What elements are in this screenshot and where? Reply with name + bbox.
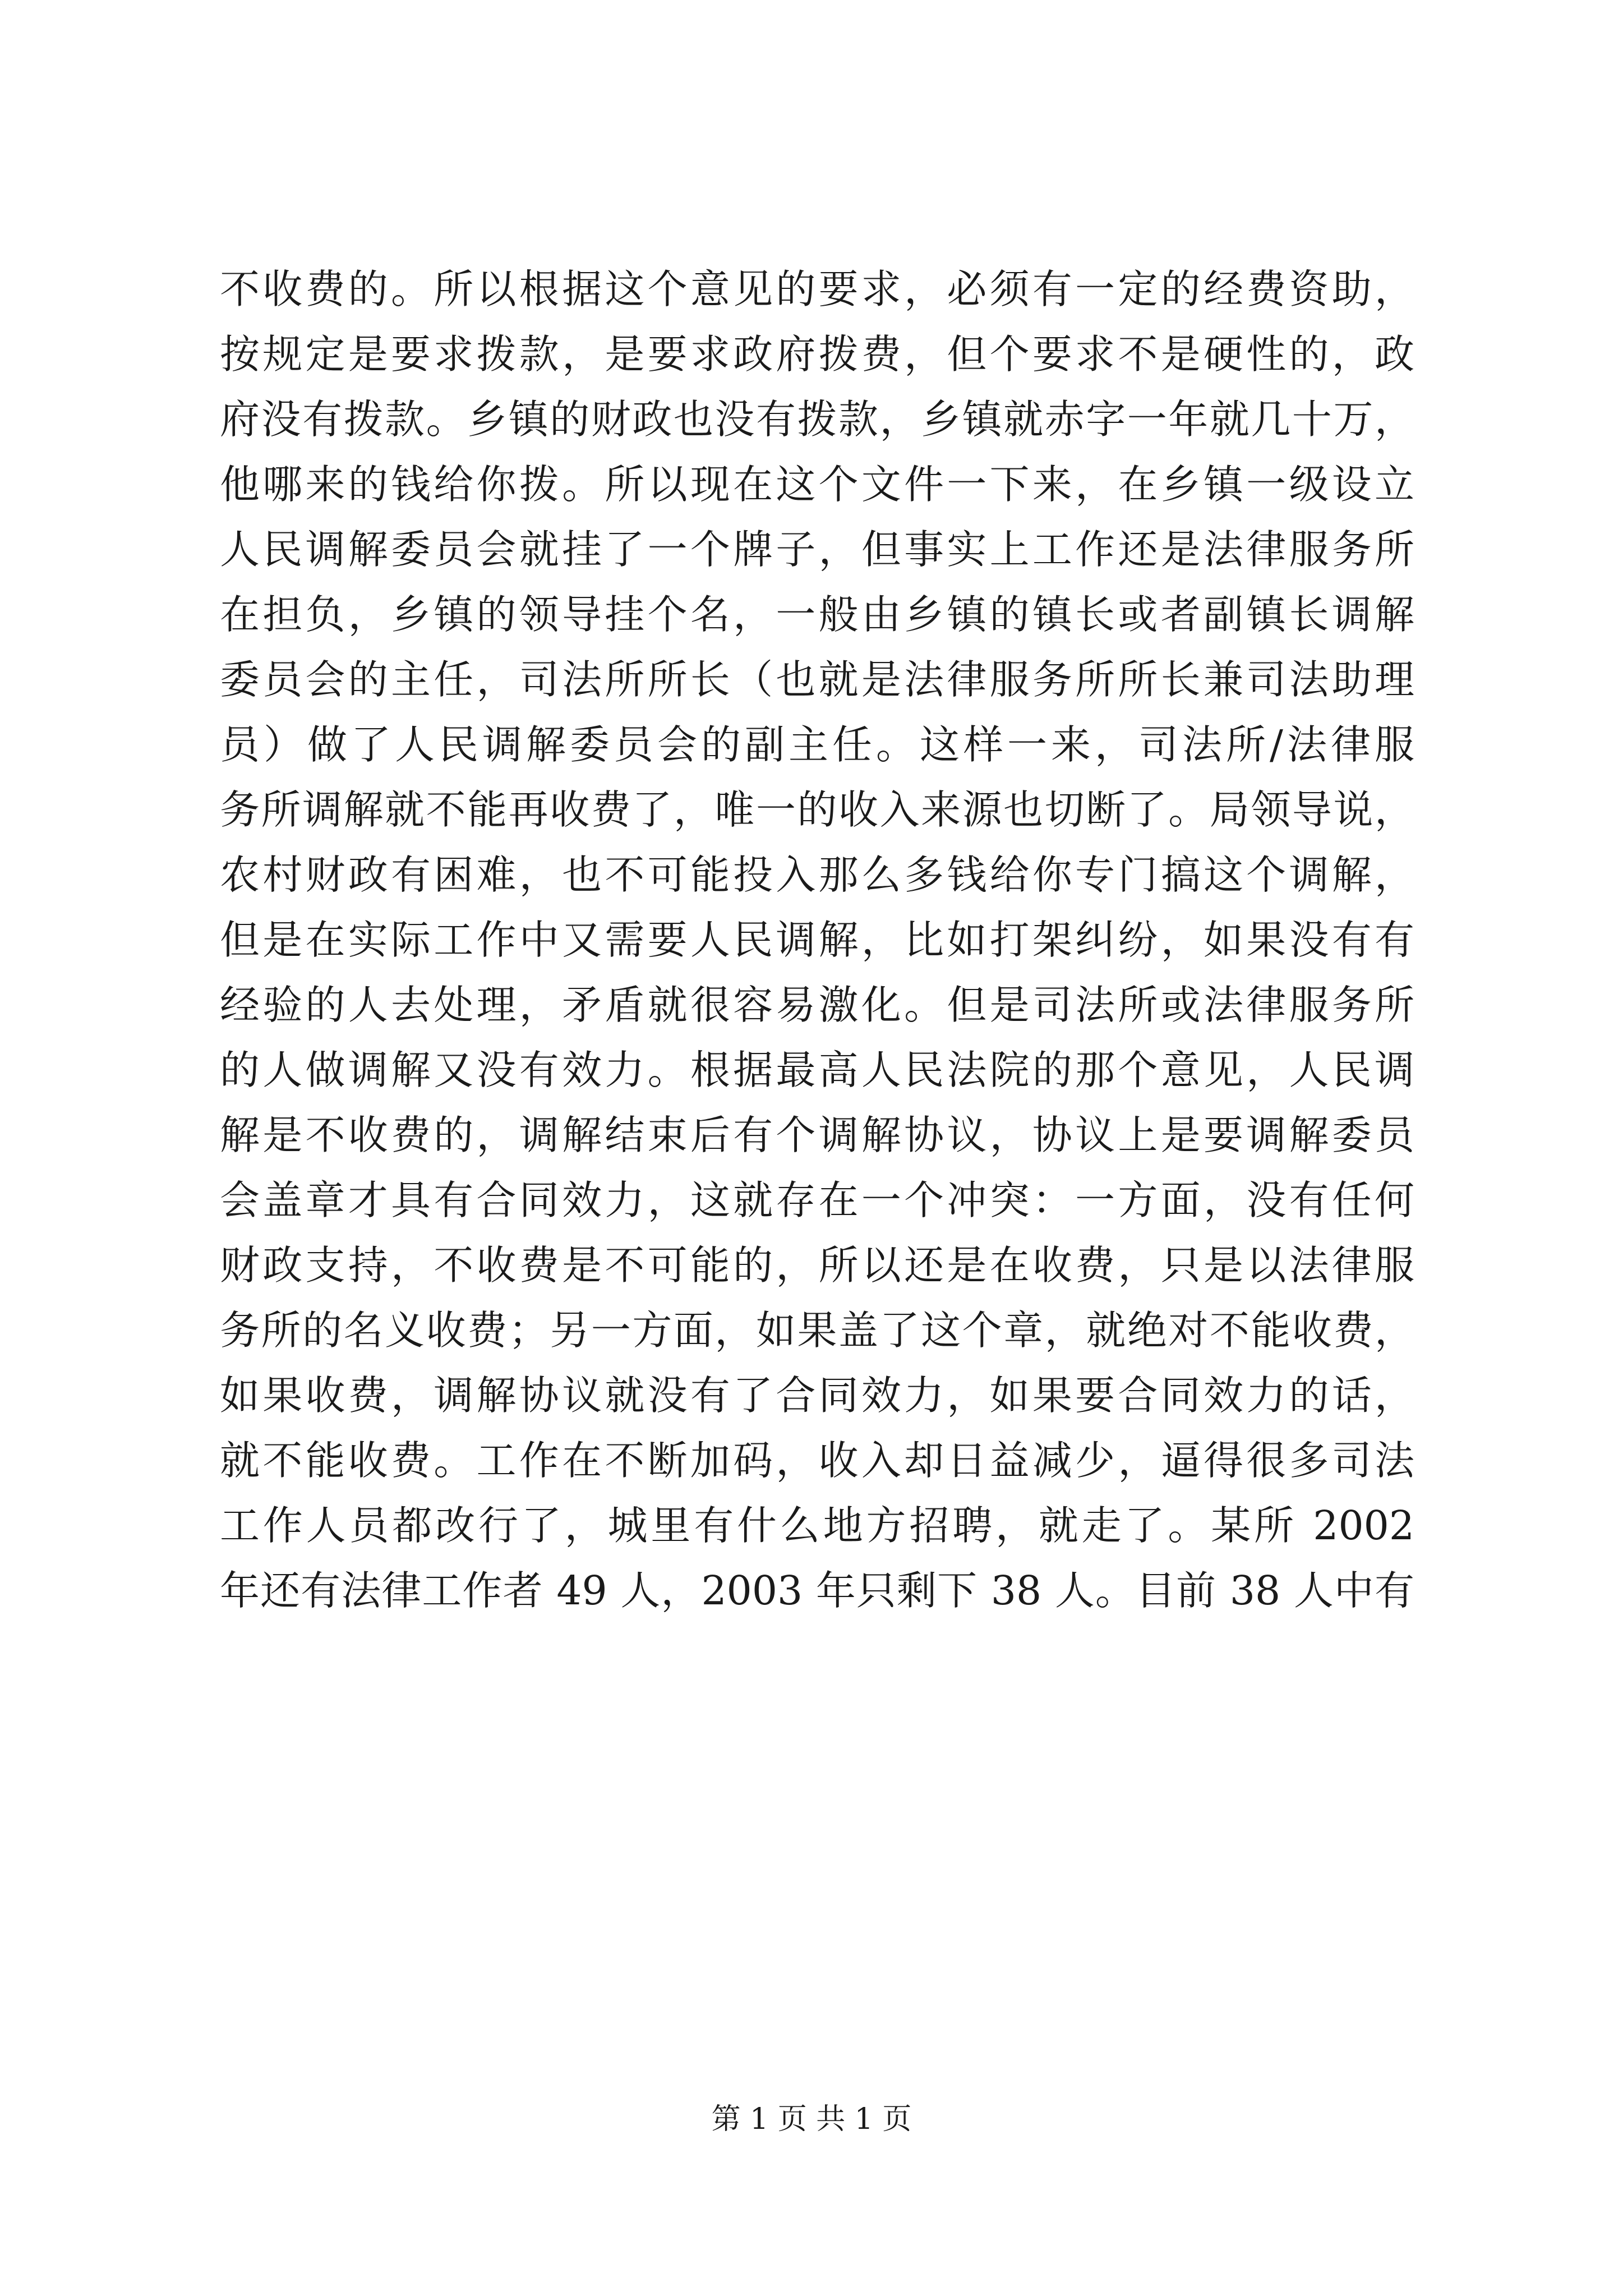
text-line: 工作人员都改行了，城里有什么地方招聘，就走了。某所 2002 (220, 1502, 1414, 1549)
text-line: 他哪来的钱给你拨。所以现在这个文件一下来，在乡镇一级设立 (220, 461, 1414, 508)
text-line: 按规定是要求拨款，是要求政府拨费，但个要求不是硬性的，政 (220, 331, 1414, 378)
text-line: 员）做了人民调解委员会的副主任。这样一来，司法所/法律服 (220, 721, 1414, 768)
text-line: 在担负，乡镇的领导挂个名，一般由乡镇的镇长或者副镇长调解 (220, 591, 1414, 638)
text-line: 就不能收费。工作在不断加码，收入却日益减少，逼得很多司法 (220, 1437, 1414, 1484)
text-line: 如果收费，调解协议就没有了合同效力，如果要合同效力的话， (220, 1372, 1414, 1419)
text-line: 务所的名义收费；另一方面，如果盖了这个章，就绝对不能收费， (220, 1307, 1414, 1354)
text-line: 年还有法律工作者 49 人，2003 年只剩下 38 人。目前 38 人中有 (220, 1567, 1414, 1614)
page-footer: 第 1 页 共 1 页 (711, 2102, 912, 2136)
text-line: 的人做调解又没有效力。根据最高人民法院的那个意见，人民调 (220, 1047, 1414, 1093)
text-line: 但是在实际工作中又需要人民调解，比如打架纠纷，如果没有有 (220, 917, 1414, 963)
text-line: 农村财政有困难，也不可能投入那么多钱给你专门搞这个调解， (220, 852, 1414, 898)
text-line: 人民调解委员会就挂了一个牌子，但事实上工作还是法律服务所 (220, 526, 1414, 573)
text-line: 府没有拨款。乡镇的财政也没有拨款，乡镇就赤字一年就几十万， (220, 396, 1414, 443)
text-line: 解是不收费的，调解结束后有个调解协议，协议上是要调解委员 (220, 1112, 1414, 1158)
text-line: 经验的人去处理，矛盾就很容易激化。但是司法所或法律服务所 (220, 982, 1414, 1028)
text-line: 财政支持，不收费是不可能的，所以还是在收费，只是以法律服 (220, 1242, 1414, 1289)
text-line: 务所调解就不能再收费了，唯一的收入来源也切断了。局领导说， (220, 786, 1414, 833)
text-line: 会盖章才具有合同效力，这就存在一个冲突：一方面，没有任何 (220, 1177, 1414, 1223)
text-line: 委员会的主任，司法所所长（也就是法律服务所所长兼司法助理 (220, 656, 1414, 703)
body-text (220, 257, 1414, 1623)
text-line: 不收费的。所以根据这个意见的要求，必须有一定的经费资助， (220, 266, 1414, 312)
